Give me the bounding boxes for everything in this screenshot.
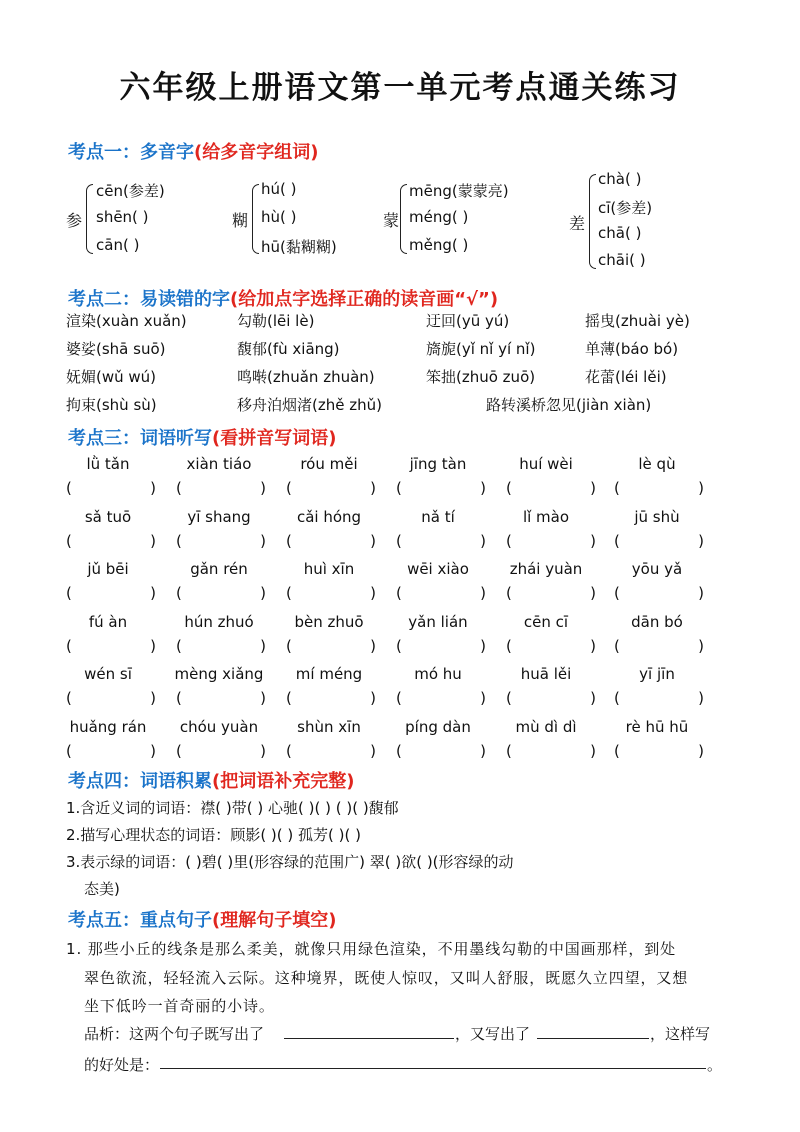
answer-blank[interactable]: ( ) — [396, 479, 486, 497]
answer-blank[interactable]: ( ) — [66, 741, 156, 760]
pinyin-label: cēn cī — [523, 612, 569, 631]
answer-blank[interactable]: ( ) — [176, 584, 266, 602]
passage-line-2: 翠色欲流，轻轻流入云际。这种境界，既使人惊叹，又叫人舒服，既愿久立四望，又想 — [84, 969, 689, 987]
pinyin-label: wēi xiào — [407, 560, 469, 578]
pinyin-label: yōu yǎ — [631, 560, 683, 578]
section-3-note: (看拼音写词语) — [212, 428, 337, 449]
pinyin-label: lǐ mào — [522, 507, 570, 526]
answer-blank[interactable]: ( ) — [614, 479, 704, 497]
answer-blank[interactable]: ( ) — [506, 531, 596, 550]
brace — [252, 184, 259, 254]
pinyin-label: xiàn tiáo — [186, 455, 252, 473]
answer-blank[interactable]: ( ) — [614, 741, 704, 760]
pronunciation-item[interactable]: 摇曳(zhuài yè) — [585, 312, 690, 330]
answer-blank[interactable]: ( ) — [286, 584, 376, 602]
pinyin-label: chóu yuàn — [179, 717, 259, 736]
polyphone-item[interactable]: hū(黏糊糊) — [261, 238, 337, 256]
accumulation-line-1: 1.含近义词的词语：襟( )带( ) 心驰( )( ) ( )( )馥郁 — [66, 799, 399, 817]
pinyin-label: huì xīn — [303, 560, 355, 578]
pinyin-label: nǎ tí — [421, 507, 455, 526]
pinyin-label: jū shù — [634, 507, 680, 526]
pinyin-label: fú àn — [88, 612, 128, 631]
pinyin-label: mí méng — [295, 665, 363, 683]
answer-blank[interactable]: ( ) — [66, 479, 156, 497]
pinyin-label: mù dì dì — [515, 717, 577, 736]
answer-blank[interactable]: ( ) — [66, 636, 156, 655]
pinyin-label: zhái yuàn — [509, 560, 583, 578]
pronunciation-item[interactable]: 迂回(yū yú) — [426, 312, 510, 330]
pronunciation-item[interactable]: 婆娑(shā suō) — [66, 340, 166, 358]
analysis-suffix: ，这样写 — [650, 1025, 711, 1043]
answer-blank[interactable]: ( ) — [286, 741, 376, 760]
answer-blank[interactable]: ( ) — [614, 531, 704, 550]
blank-3[interactable] — [160, 1068, 706, 1069]
polyphone-item[interactable]: shēn( ) — [96, 208, 149, 226]
answer-blank[interactable]: ( ) — [286, 636, 376, 655]
accumulation-line-2: 2.描写心理状态的词语：顾影( )( ) 孤芳( )( ) — [66, 826, 361, 844]
brace — [589, 174, 596, 269]
pinyin-label: yī jīn — [639, 665, 675, 683]
section-4-key: 考点四：词语积累 — [68, 771, 212, 792]
analysis-end: 。 — [707, 1056, 723, 1074]
answer-blank[interactable]: ( ) — [66, 531, 156, 550]
pinyin-label: hún zhuó — [184, 612, 254, 631]
answer-blank[interactable]: ( ) — [396, 636, 486, 655]
section-1-key: 考点一：多音字 — [68, 142, 194, 163]
analysis-prefix: 品析：这两个句子既写出了 — [84, 1025, 265, 1043]
pinyin-label: rè hū hū — [625, 717, 689, 736]
answer-blank[interactable]: ( ) — [176, 636, 266, 655]
polyphone-item[interactable]: měng( ) — [409, 236, 469, 254]
accumulation-line-4: 态美) — [84, 880, 120, 898]
blank-2[interactable] — [537, 1038, 649, 1039]
answer-blank[interactable]: ( ) — [396, 689, 486, 707]
polyphone-item[interactable]: hù( ) — [261, 208, 297, 226]
answer-blank[interactable]: ( ) — [286, 531, 376, 550]
answer-blank[interactable]: ( ) — [396, 584, 486, 602]
section-5-key: 考点五：重点句子 — [68, 910, 212, 931]
section-4-note: (把词语补充完整) — [212, 771, 355, 792]
page-title: 六年级上册语文第一单元考点通关练习 — [119, 70, 681, 106]
section-1-heading — [68, 138, 318, 164]
blank-1[interactable] — [284, 1038, 454, 1039]
pinyin-label: dān bó — [631, 612, 683, 631]
answer-blank[interactable]: ( ) — [176, 479, 266, 497]
section-5-note: (理解句子填空) — [212, 910, 337, 931]
polyphone-item[interactable]: chā( ) — [598, 224, 642, 242]
section-2-heading — [68, 285, 498, 311]
pinyin-label: huā lěi — [520, 665, 572, 683]
passage-line-1: 1. 那些小丘的线条是那么柔美，就像只用绿色渲染，不用墨线勾勒的中国画那样，到处 — [66, 940, 677, 958]
answer-blank[interactable]: ( ) — [396, 741, 486, 760]
pinyin-label: shùn xīn — [297, 717, 361, 736]
pinyin-label: wén sī — [84, 665, 132, 683]
pinyin-label: lè qù — [638, 455, 676, 473]
pinyin-label: cǎi hóng — [296, 507, 362, 526]
answer-blank[interactable]: ( ) — [614, 584, 704, 602]
pinyin-label: píng dàn — [405, 717, 471, 736]
polyphone-char: 糊 — [232, 211, 249, 230]
pronunciation-item[interactable]: 勾勒(lēi lè) — [237, 312, 315, 330]
pinyin-label: mó hu — [414, 665, 462, 683]
section-3-heading — [68, 424, 336, 450]
pronunciation-item[interactable]: 旖旎(yǐ nǐ yí nǐ) — [426, 340, 536, 358]
pronunciation-item[interactable]: 妩媚(wǔ wú) — [66, 368, 157, 386]
answer-blank[interactable]: ( ) — [176, 531, 266, 550]
section-2-key: 考点二：易读错的字 — [68, 289, 230, 310]
section-2-note: (给加点字选择正确的读音画“√”) — [230, 289, 499, 310]
pronunciation-item[interactable]: 拘束(shù sù) — [66, 396, 157, 414]
section-4-heading — [68, 767, 354, 793]
section-1-note: (给多音字组词) — [194, 142, 319, 163]
answer-blank[interactable]: ( ) — [506, 479, 596, 497]
polyphone-char: 参 — [66, 211, 83, 230]
polyphone-item[interactable]: méng( ) — [409, 208, 469, 226]
answer-blank[interactable]: ( ) — [396, 531, 486, 550]
section-5-heading — [68, 906, 336, 932]
pronunciation-item[interactable]: 移舟泊烟渚(zhě zhǔ) — [237, 396, 382, 414]
pinyin-label: bèn zhuō — [294, 612, 364, 631]
answer-blank[interactable]: ( ) — [614, 689, 704, 707]
pinyin-label: jǔ bēi — [87, 560, 129, 578]
brace — [400, 184, 407, 254]
pronunciation-item[interactable]: 笨拙(zhuō zuō) — [426, 368, 536, 386]
polyphone-item[interactable]: hú( ) — [261, 180, 297, 198]
pronunciation-item[interactable]: 花蕾(léi lěi) — [585, 368, 667, 386]
polyphone-item[interactable]: cēn(参差) — [96, 182, 165, 200]
pronunciation-item[interactable]: 渲染(xuàn xuǎn) — [66, 312, 187, 330]
polyphone-item[interactable]: cān( ) — [96, 236, 140, 254]
polyphone-item[interactable]: cī(参差) — [598, 199, 653, 217]
polyphone-char: 蒙 — [383, 211, 400, 230]
pinyin-label: jīng tàn — [409, 455, 467, 473]
answer-blank[interactable]: ( ) — [66, 584, 156, 602]
pinyin-label: sǎ tuō — [84, 507, 132, 526]
answer-blank[interactable]: ( ) — [286, 479, 376, 497]
brace — [86, 184, 93, 254]
pinyin-label: lǜ tǎn — [86, 455, 130, 473]
pinyin-label: róu měi — [300, 455, 358, 473]
passage-line-3: 坐下低吟一首奇丽的小诗。 — [84, 997, 275, 1015]
pinyin-label: gǎn rén — [190, 560, 248, 578]
pinyin-label: yī shang — [187, 507, 251, 526]
answer-blank[interactable]: ( ) — [506, 584, 596, 602]
answer-blank[interactable]: ( ) — [176, 689, 266, 707]
pronunciation-item[interactable]: 鸣啭(zhuǎn zhuàn) — [237, 368, 375, 386]
answer-blank[interactable]: ( ) — [506, 741, 596, 760]
section-3-key: 考点三：词语听写 — [68, 428, 212, 449]
polyphone-item[interactable]: chāi( ) — [598, 251, 646, 269]
answer-blank[interactable]: ( ) — [614, 636, 704, 655]
analysis-middle: ，又写出了 — [455, 1025, 531, 1043]
pinyin-label: mèng xiǎng — [174, 665, 264, 683]
polyphone-char: 差 — [569, 213, 586, 233]
answer-blank[interactable]: ( ) — [176, 741, 266, 760]
answer-blank[interactable]: ( ) — [286, 689, 376, 707]
polyphone-item[interactable]: mēng(蒙蒙亮) — [409, 182, 509, 200]
accumulation-line-3: 3.表示绿的词语：( )碧( )里(形容绿的范围广) 翠( )欲( )(形容绿的动 — [66, 853, 514, 871]
answer-blank[interactable]: ( ) — [66, 689, 156, 707]
answer-blank[interactable]: ( ) — [506, 689, 596, 707]
pinyin-label: yǎn lián — [408, 612, 468, 631]
pinyin-label: huí wèi — [519, 455, 573, 473]
pronunciation-item[interactable]: 单薄(báo bó) — [585, 340, 679, 358]
pronunciation-item[interactable]: 路转溪桥忽见(jiàn xiàn) — [486, 396, 652, 414]
analysis-benefit-label: 的好处是： — [84, 1056, 160, 1074]
pinyin-label: huǎng rán — [69, 717, 147, 736]
pronunciation-item[interactable]: 馥郁(fù xiāng) — [237, 340, 340, 358]
answer-blank[interactable]: ( ) — [506, 636, 596, 655]
polyphone-item[interactable]: chà( ) — [598, 170, 642, 188]
